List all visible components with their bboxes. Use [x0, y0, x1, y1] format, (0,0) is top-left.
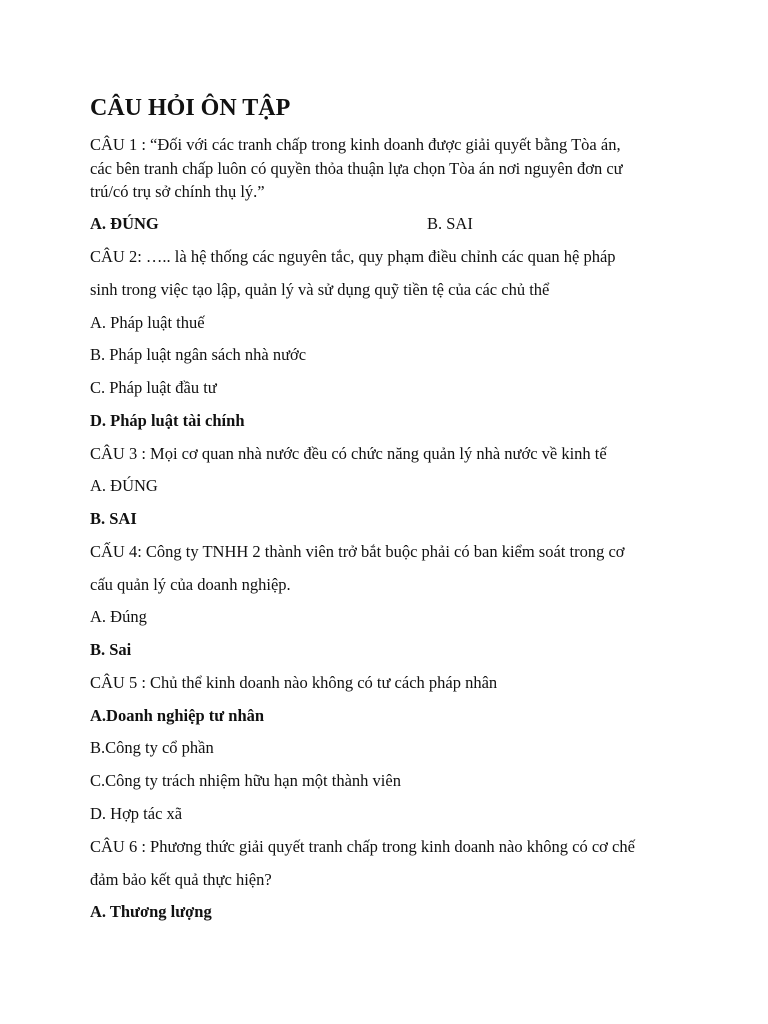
question-2-option-c: C. Pháp luật đầu tư [90, 378, 217, 397]
question-3-option-b: B. SAI [90, 509, 137, 528]
question-4-line-1: CẤU 4: Công ty TNHH 2 thành viên trở bắt buộc phải có ban kiểm soát trong cơ [90, 542, 625, 561]
question-3-option-a: A. ĐÚNG [90, 476, 158, 495]
question-2-option-d: D. Pháp luật tài chính [90, 411, 245, 430]
question-2-line-1: CÂU 2: ….. là hệ thống các nguyên tắc, quy phạm điều chỉnh các quan hệ pháp [90, 247, 616, 266]
question-1-line-3: trú/có trụ sở chính thụ lý.” [90, 182, 265, 201]
question-1-option-a: A. ĐÚNG [90, 214, 159, 233]
question-2-option-b: B. Pháp luật ngân sách nhà nước [90, 345, 307, 364]
page-title: CÂU HỎI ÔN TẬP [90, 95, 291, 121]
question-6-line-1: CÂU 6 : Phương thức giải quyết tranh chấp trong kinh doanh nào không có cơ chế [90, 837, 635, 856]
question-4-option-b: B. Sai [90, 640, 132, 659]
question-3-line-1: CÂU 3 : Mọi cơ quan nhà nước đều có chức năng quản lý nhà nước về kinh tế [90, 444, 607, 463]
question-4-line-2: cấu quản lý của doanh nghiệp. [90, 575, 291, 594]
question-5-line-1: CÂU 5 : Chủ thể kinh doanh nào không có tư cách pháp nhân [90, 673, 498, 692]
question-5-option-b: B.Công ty cổ phần [90, 738, 214, 757]
question-1-option-b: B. SAI [427, 214, 473, 233]
question-6-option-a: A. Thương lượng [90, 902, 212, 921]
question-1-line-1: CÂU 1 : “Đối với các tranh chấp trong kinh doanh được giải quyết bằng Tòa án, [90, 135, 621, 154]
question-2-option-a: A. Pháp luật thuế [90, 313, 205, 332]
question-1-line-2: các bên tranh chấp luôn có quyền thỏa thuận lựa chọn Tòa án nơi nguyên đơn cư [90, 159, 623, 178]
question-5-option-d: D. Hợp tác xã [90, 804, 183, 823]
question-4-option-a: A. Đúng [90, 607, 147, 626]
question-5-option-c: C.Công ty trách nhiệm hữu hạn một thành viên [90, 771, 401, 790]
question-5-option-a: A.Doanh nghiệp tư nhân [90, 706, 265, 725]
question-6-line-2: đảm bảo kết quả thực hiện? [90, 870, 272, 889]
question-2-line-2: sinh trong việc tạo lập, quản lý và sử dụng quỹ tiền tệ của các chủ thể [90, 280, 550, 299]
